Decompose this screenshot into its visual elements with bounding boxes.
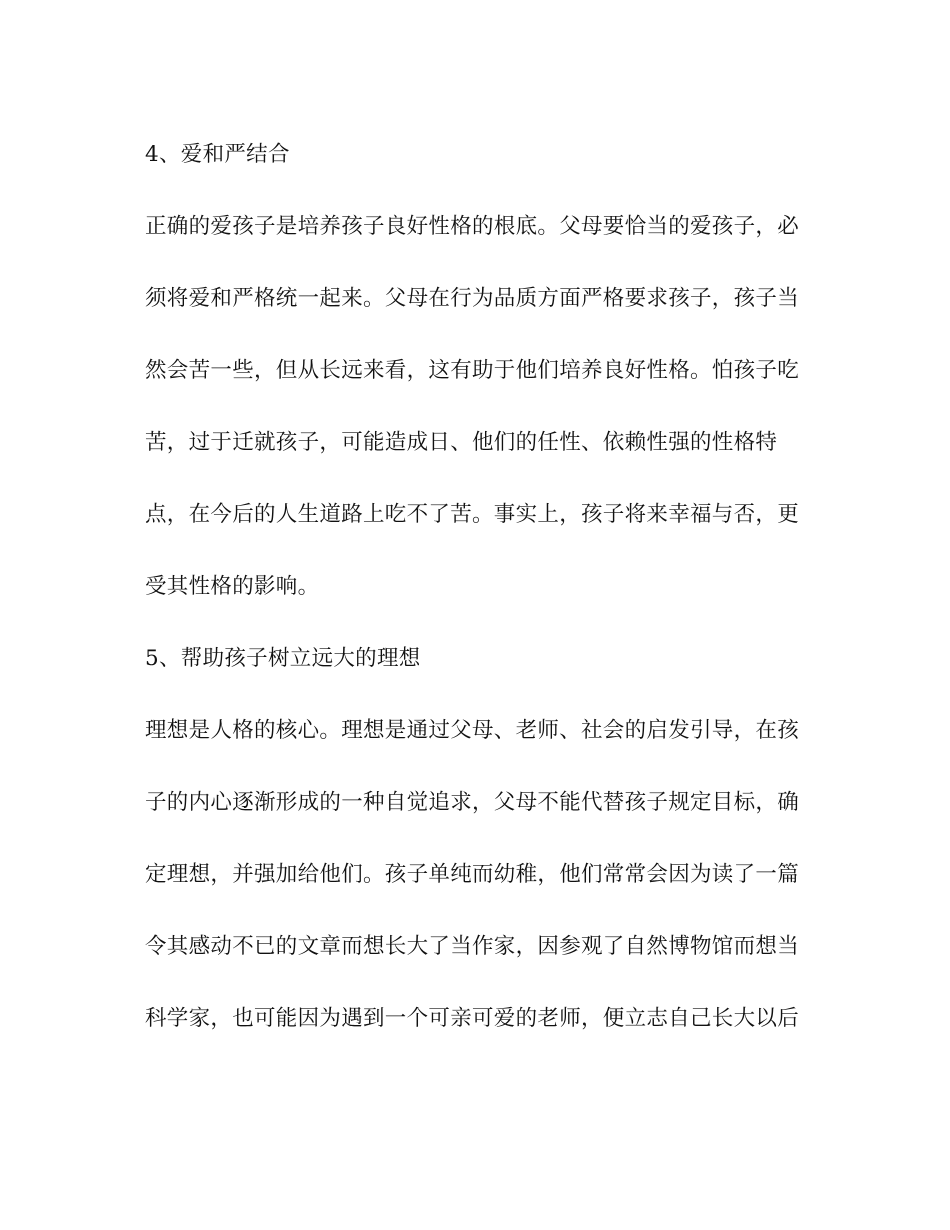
paragraph-line: 受其性格的影响。 bbox=[145, 574, 320, 599]
section-heading-4: 4、爱和严结合 bbox=[145, 142, 290, 167]
paragraph-line: 点，在今后的人生道路上吃不了苦。事实上，孩子将来幸福与否，更 bbox=[145, 502, 800, 527]
paragraph-line: 科学家，也可能因为遇到一个可亲可爱的老师，便立志自己长大以后 bbox=[145, 1006, 800, 1031]
section-heading-5: 5、帮助孩子树立远大的理想 bbox=[145, 646, 421, 671]
paragraph-line: 苦，过于迁就孩子，可能造成日、他们的任性、依赖性强的性格特 bbox=[145, 430, 778, 455]
paragraph-line: 然会苦一些，但从长远来看，这有助于他们培养良好性格。怕孩子吃 bbox=[145, 358, 800, 383]
paragraph-line: 理想是人格的核心。理想是通过父母、老师、社会的启发引导，在孩 bbox=[145, 718, 800, 743]
paragraph-line: 须将爱和严格统一起来。父母在行为品质方面严格要求孩子，孩子当 bbox=[145, 286, 800, 311]
paragraph-line: 正确的爱孩子是培养孩子良好性格的根底。父母要恰当的爱孩子，必 bbox=[145, 214, 800, 239]
paragraph-line: 定理想，并强加给他们。孩子单纯而幼稚，他们常常会因为读了一篇 bbox=[145, 862, 800, 887]
paragraph-line: 子的内心逐渐形成的一种自觉追求，父母不能代替孩子规定目标，确 bbox=[145, 790, 800, 815]
paragraph-line: 令其感动不已的文章而想长大了当作家，因参观了自然博物馆而想当 bbox=[145, 934, 800, 959]
